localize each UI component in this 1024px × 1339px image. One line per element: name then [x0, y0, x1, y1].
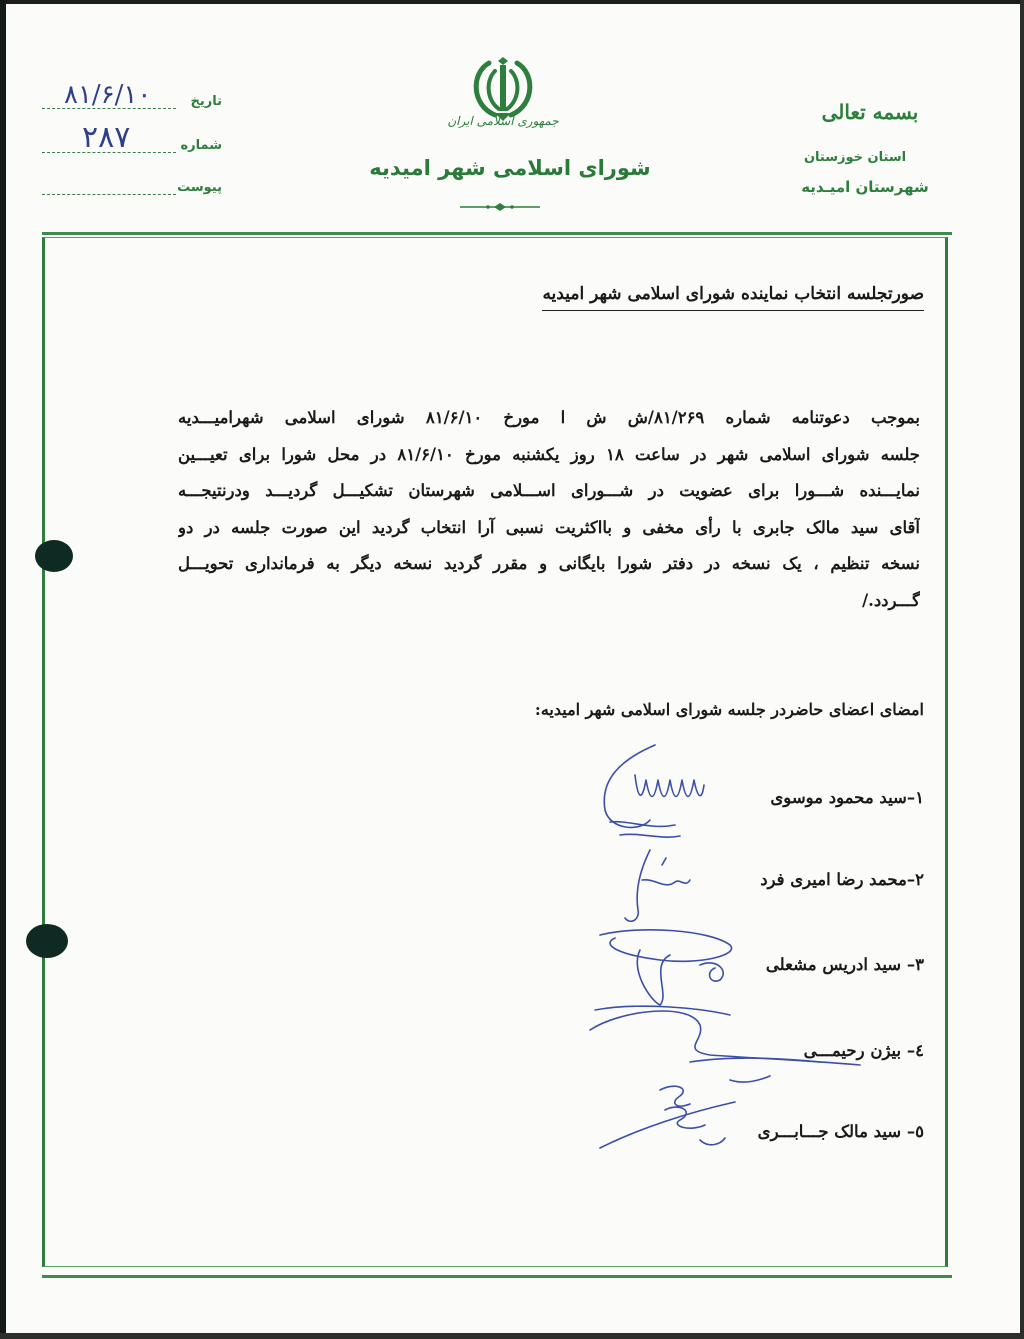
signature-1: [604, 745, 704, 837]
body-line: جلسه شورای اسلامی شهر در ساعت ۱۸ روز یکشنبه مورخ ۸۱/۶/۱۰ در محل شورا برای تعیـــین: [178, 444, 920, 464]
attachment-field: [42, 178, 222, 202]
document-body: [178, 400, 920, 619]
attachment-line: [42, 194, 176, 195]
document-heading: صورتجلسه انتخاب نماینده شورای اسلامی شهر امیدیه: [542, 284, 924, 311]
date-value: ۸۱/۶/۱۰: [64, 80, 152, 110]
emblem-caption: جمهوری اسلامی ایران: [447, 114, 559, 128]
body-line: نسخه تنظیم ، یک نسخه در دفتر شورا بایگانی و مقرر گردید نسخه دیگر به فرمانداری تحویـــل: [178, 554, 920, 573]
body-line: گـــردد./: [862, 590, 920, 610]
member-2: ۲–محمد رضا امیری فرد: [760, 870, 924, 889]
punch-hole: [35, 540, 73, 572]
signature-3: [595, 930, 732, 1015]
scan-edge-top: [0, 0, 1024, 4]
number-value: ۲۸۷: [82, 120, 131, 155]
member-3: ۳– سید ادریس مشعلی: [765, 955, 924, 974]
signature-2: [625, 850, 690, 921]
member-5: ٥– سید مالک جـــابـــری: [757, 1122, 924, 1141]
handwritten-signatures: [580, 740, 880, 1160]
number-field: [42, 120, 222, 160]
scan-edge-bottom: [0, 1333, 1024, 1339]
date-label: تاریخ: [190, 94, 222, 109]
body-line: نمایـــنده شـــورا برای عضویت در شـــورای اســـلامی شهرستان تشکیـــل گردیـــد ودرنتیجـــه: [178, 481, 920, 500]
attachment-label: پیوست: [177, 180, 222, 195]
signature-4: [590, 1011, 860, 1082]
county-label: شهرستان امیـدیه: [801, 178, 929, 196]
punch-hole: [26, 924, 68, 958]
scan-edge-left: [0, 0, 6, 1339]
body-line: بموجب دعوتنامه شماره ۸۱/۲۶۹/ش ش ا مورخ ۸۱/۶/۱۰ شورای اسلامی شهرامیـــدیه: [178, 408, 920, 427]
date-field: [42, 80, 222, 116]
scan-edge-right: [1020, 0, 1024, 1339]
signature-5: [600, 1086, 735, 1148]
signatures-intro: امضای اعضای حاضردر جلسه شورای اسلامی شهر امیدیه:: [534, 700, 924, 719]
member-4: ٤– بیژن رحیمـــی: [803, 1041, 924, 1060]
province-label: استان خوزستان: [803, 150, 907, 165]
body-line: آقای سید مالک جابری با رأی مخفی و بااکثریت نسبی آرا انتخاب گردید این صورت جلسه در دو: [178, 517, 920, 537]
council-title: شورای اسلامی شهر امیدیه: [369, 156, 651, 180]
ornament-divider: [460, 203, 540, 211]
basmala: بسمه تعالی: [821, 100, 919, 124]
member-1: ۱–سید محمود موسوی: [770, 788, 924, 807]
number-label: شماره: [180, 138, 222, 153]
